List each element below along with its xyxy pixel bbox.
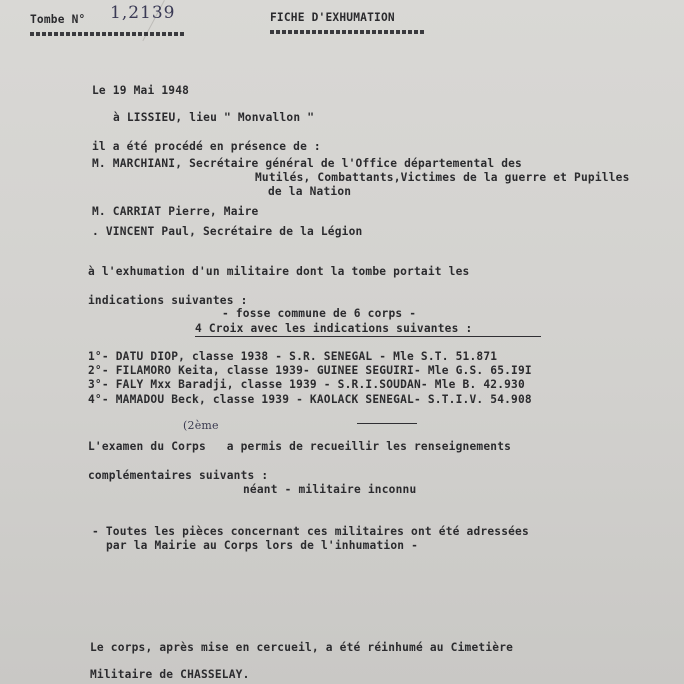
exhumation-line2: indications suivantes : <box>88 294 248 307</box>
exhumation-line1: à l'exhumation d'un militaire dont la tombe portait les <box>88 265 470 278</box>
tombe-number: 1,2139 <box>110 3 176 23</box>
tombe-dash-underline <box>30 32 184 36</box>
corps-line: Le corps, après mise en cercueil, a été réinhumé au Cimetière <box>90 641 514 654</box>
tombe-label: Tombe N° <box>30 13 86 26</box>
militaire-line: Militaire de CHASSELAY. <box>90 668 250 681</box>
pieces-line2: par la Mairie au Corps lors de l'inhumation - <box>106 539 419 552</box>
soldier-row: 1°- DATU DIOP, classe 1938 - S.R. SENEGAL - Mle S.T. 51.871 <box>88 350 498 363</box>
person-marchiani-line2: Mutilés, Combattants,Victimes de la guerre et Pupilles <box>255 171 630 184</box>
pieces-line1: - Toutes les pièces concernant ces militaires ont été adressées <box>92 525 529 538</box>
examen-line: L'examen du Corps a permis de recueillir les renseignements <box>88 440 512 453</box>
person-marchiani-line3: de la Nation <box>268 185 352 198</box>
person-vincent: . VINCENT Paul, Secrétaire de la Légion <box>92 225 363 238</box>
annotation-2eme: (2ème <box>183 419 219 432</box>
separator-rule <box>357 423 417 424</box>
complementaires-line: complémentaires suivants : <box>88 469 269 482</box>
person-carriat: M. CARRIAT Pierre, Maire <box>92 205 259 218</box>
document-title: FICHE D'EXHUMATION <box>270 11 395 24</box>
presence-line: il a été procédé en présence de : <box>92 140 321 153</box>
person-marchiani-line1: M. MARCHIANI, Secrétaire général de l'Office départemental des <box>92 157 522 170</box>
soldier-row: 3°- FALY Mxx Baradji, classe 1939 - S.R.I.SOUDAN- Mle B. 42.930 <box>88 378 525 391</box>
soldier-row: 4°- MAMADOU Beck, classe 1939 - KAOLACK SENEGAL- S.T.I.V. 54.908 <box>88 393 532 406</box>
date-line: Le 19 Mai 1948 <box>92 84 190 97</box>
croix-underline <box>195 336 541 337</box>
croix-line: 4 Croix avec les indications suivantes : <box>195 322 473 335</box>
neant-line: néant - militaire inconnu <box>243 483 417 496</box>
place-line: à LISSIEU, lieu " Monvallon " <box>113 111 315 124</box>
soldier-row: 2°- FILAMORO Keita, classe 1939- GUINEE SEGUIRI- Mle G.S. 65.I9I <box>88 364 532 377</box>
fosse-line: - fosse commune de 6 corps - <box>222 307 417 320</box>
title-dash-underline <box>270 30 426 34</box>
